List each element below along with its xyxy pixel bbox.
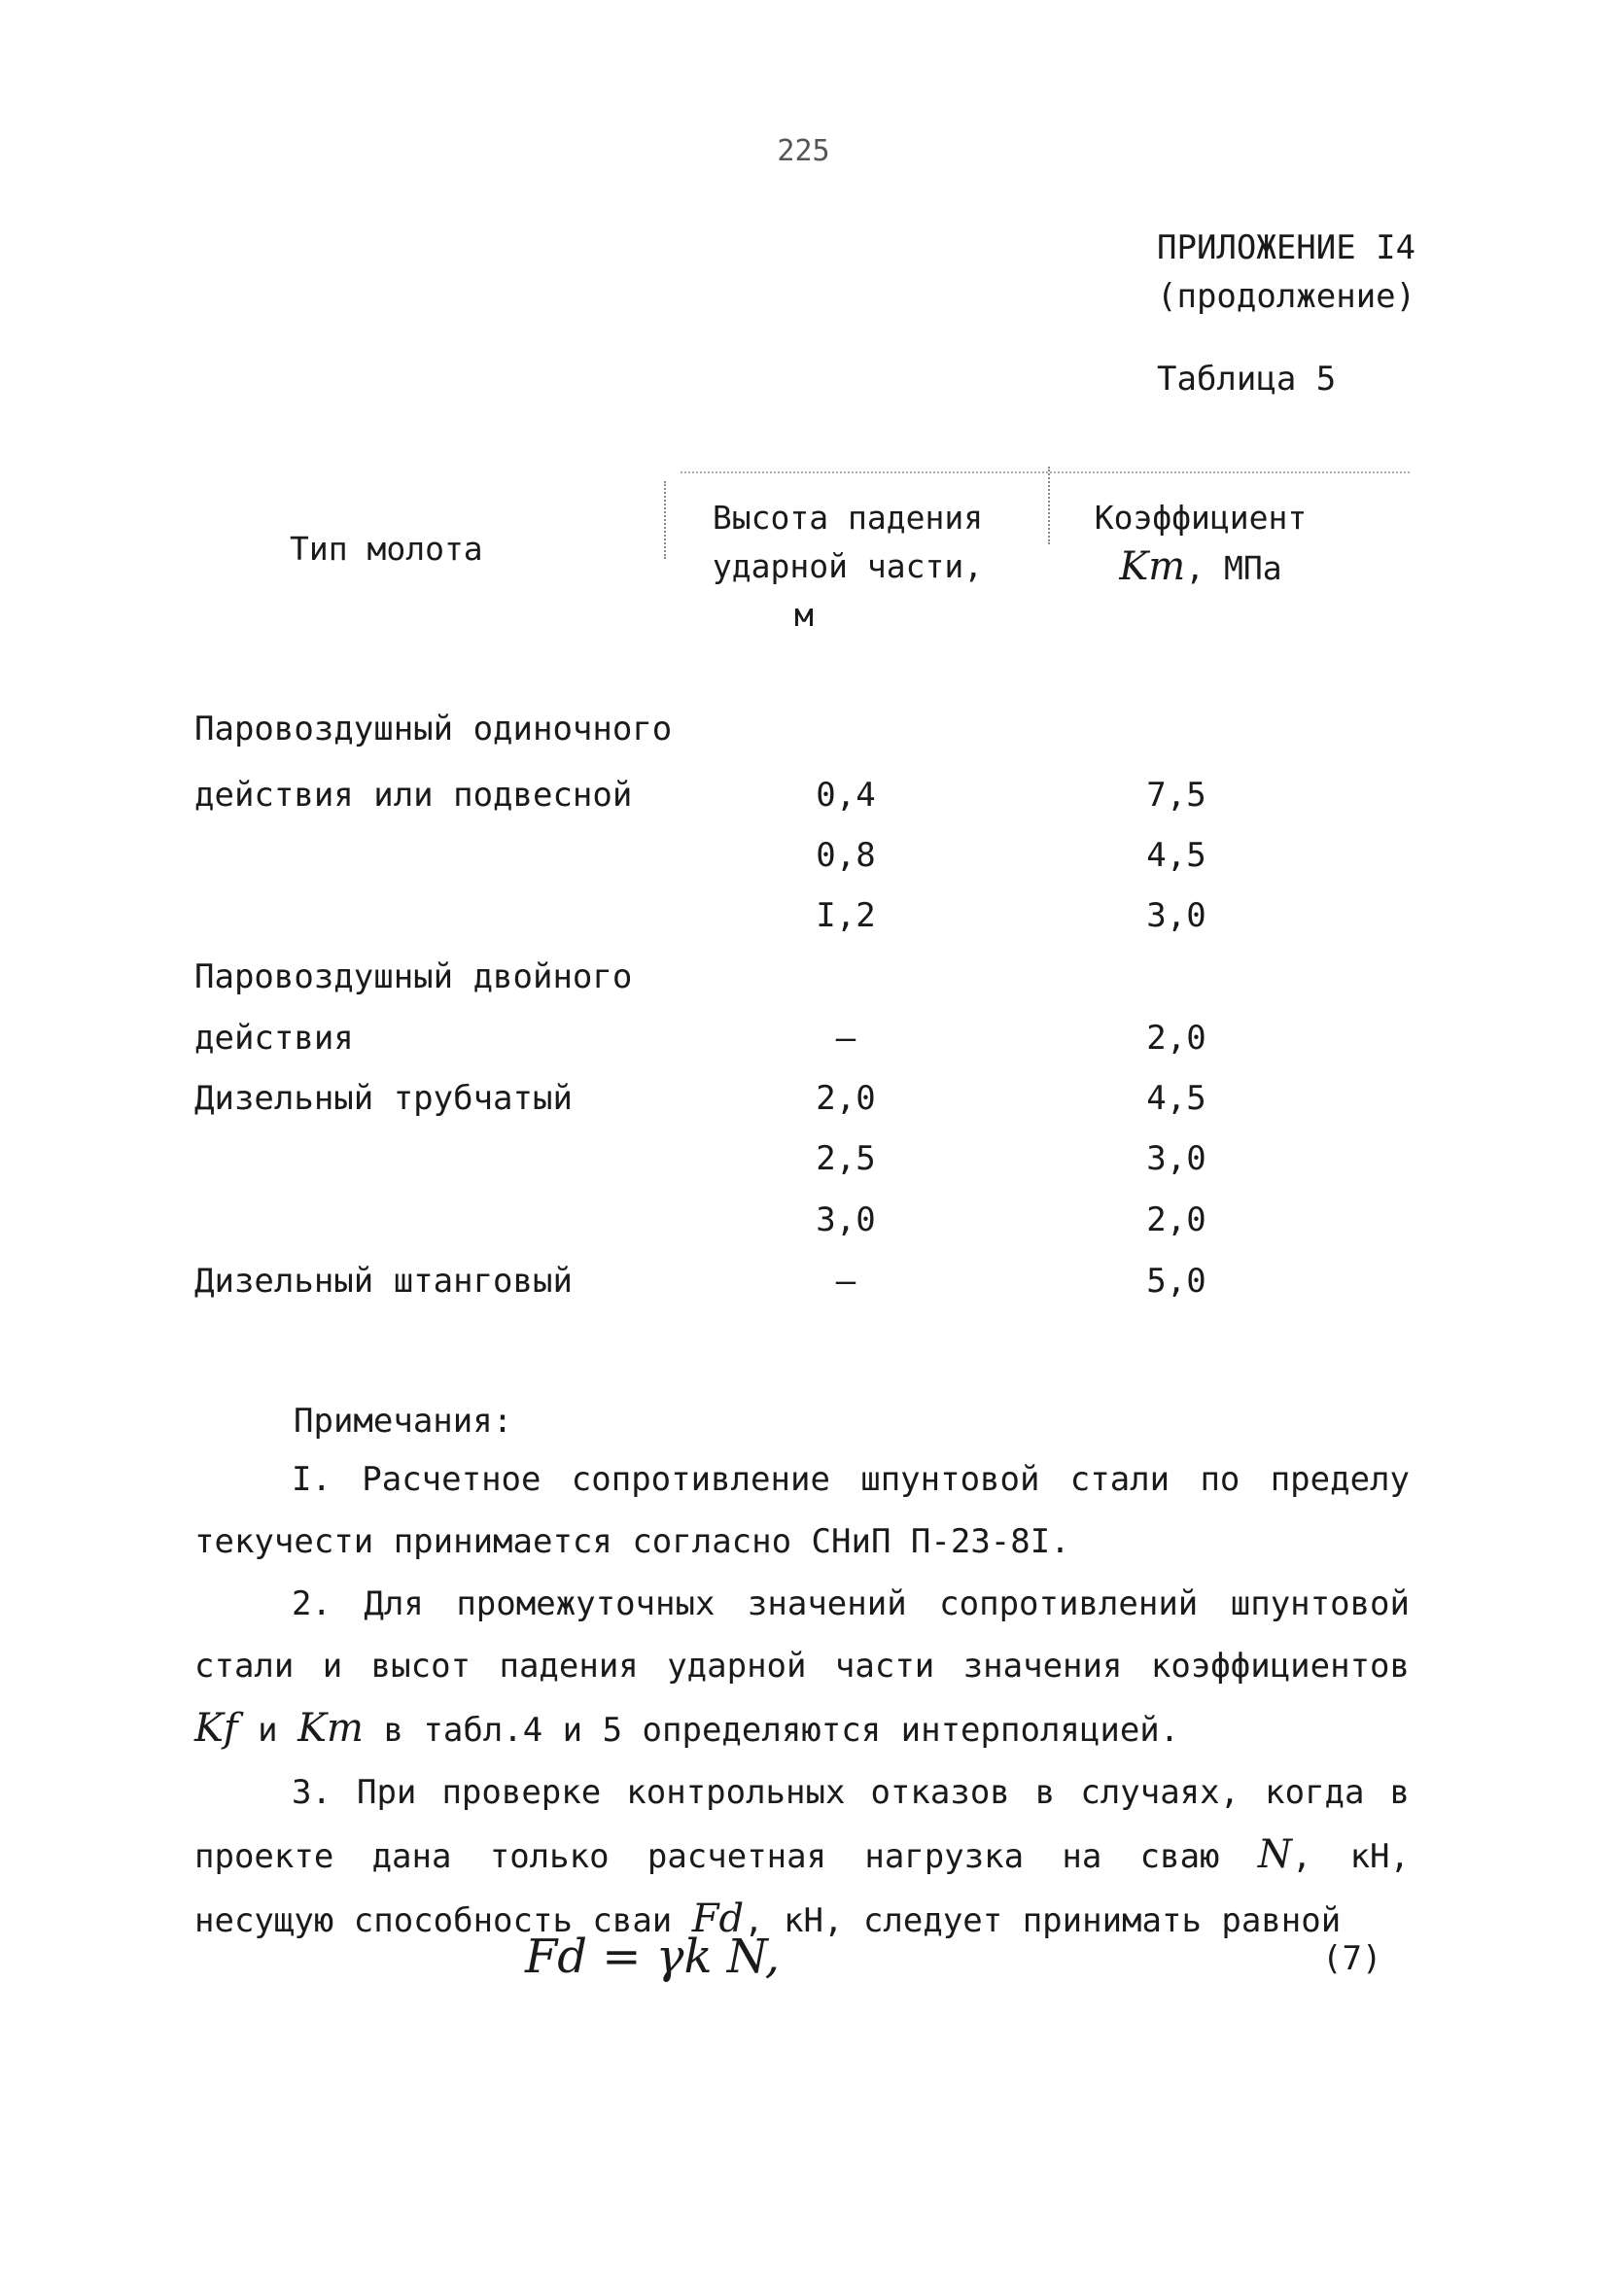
table-row: [0, 776, 1607, 834]
equation-number: (7): [1322, 1939, 1382, 1978]
coefficient-cell: 2,0: [1146, 1200, 1206, 1239]
header-top-rule: [681, 471, 1410, 473]
drop-height-cell: 0,4: [816, 776, 876, 815]
appendix-title: ПРИЛОЖЕНИЕ I4: [1157, 228, 1416, 267]
appendix-heading: [1157, 224, 1415, 321]
coefficient-cell: 5,0: [1146, 1262, 1206, 1301]
column-divider: [1048, 467, 1050, 544]
notes-title: Примечания:: [294, 1402, 513, 1441]
drop-height-cell: –: [835, 1262, 856, 1301]
coefficient-cell: 2,0: [1146, 1019, 1206, 1058]
header-coefficient: [1079, 494, 1322, 593]
note-2-conjunction: и: [258, 1711, 278, 1750]
coefficient-cell: 3,0: [1146, 1139, 1206, 1178]
note-3-text-middle: , кН, несущую способность сваи: [194, 1837, 1410, 1940]
appendix-subtitle: (продолжение): [1157, 277, 1416, 316]
n-symbol: N: [1257, 1832, 1292, 1877]
hammer-type-cell: Дизельный штанговый: [194, 1262, 573, 1301]
hammer-type-cell: действия: [194, 1019, 354, 1058]
table-row: [0, 1079, 1607, 1137]
table-row: [0, 1139, 1607, 1198]
coefficient-cell: 4,5: [1146, 836, 1206, 875]
table-row: [0, 957, 1607, 1016]
coefficient-cell: 3,0: [1146, 896, 1206, 935]
hammer-type-cell: действия или подвесной: [194, 776, 633, 815]
drop-height-cell: 2,0: [816, 1079, 876, 1118]
hammer-type-cell: Паровоздушный двойного: [194, 957, 633, 996]
drop-height-cell: 3,0: [816, 1200, 876, 1239]
header-hammer-type: Тип молота: [290, 530, 483, 568]
header-coefficient-unit: , МПа: [1185, 549, 1282, 587]
km-symbol: Km: [297, 1706, 364, 1751]
table-row: [0, 1262, 1607, 1320]
column-divider: [664, 481, 666, 559]
table-row: [0, 1200, 1607, 1259]
header-coefficient-line1: Коэффициент: [1094, 499, 1308, 537]
note-2-text: 2. Для промежуточных значений сопротивлений шпунтовой стали и высот падения ударной части значения коэффициентов: [194, 1584, 1410, 1686]
page-number: 225: [777, 134, 830, 168]
header-drop-height-unit: м: [794, 596, 814, 634]
hammer-type-cell: Паровоздушный одиночного: [194, 710, 673, 748]
drop-height-cell: 0,8: [816, 836, 876, 875]
hammer-type-cell: Дизельный трубчатый: [194, 1079, 573, 1118]
coefficient-cell: 7,5: [1146, 776, 1206, 815]
note-1-text: I. Расчетное сопротивление шпунтовой стали по пределу текучести принимается согласно СНиП П-23-8I.: [194, 1460, 1410, 1561]
note-1: [194, 1448, 1410, 1573]
header-drop-height: [702, 494, 994, 640]
coefficient-cell: 4,5: [1146, 1079, 1206, 1118]
drop-height-cell: –: [835, 1019, 856, 1058]
kf-symbol: Kf: [194, 1706, 238, 1751]
note-2-text-end: в табл.4 и 5 определяются интерполяцией.: [383, 1711, 1180, 1750]
note-3-text: 3. При проверке контрольных отказов в случаях, когда в проекте дана только расчетная нагрузка на сваю: [194, 1773, 1410, 1876]
header-coefficient-line2: [1079, 542, 1322, 593]
drop-height-cell: 2,5: [816, 1139, 876, 1178]
header-drop-height-line2: ударной части,: [712, 547, 984, 585]
km-symbol: Km: [1119, 544, 1186, 589]
formula: Fd = γk N,: [525, 1930, 780, 1984]
header-drop-height-line1: Высота падения: [712, 499, 984, 537]
table-label: Таблица 5: [1157, 360, 1337, 399]
table-row: [0, 836, 1607, 894]
note-2: [194, 1573, 1410, 1761]
note-3: [194, 1761, 1410, 1952]
note-3-text-end: , кН, следует принимать равной: [744, 1901, 1342, 1940]
table-row: [0, 710, 1607, 768]
table-row: [0, 1019, 1607, 1077]
drop-height-cell: I,2: [816, 896, 876, 935]
table-row: [0, 896, 1607, 955]
fd-symbol: Fd: [691, 1896, 745, 1941]
